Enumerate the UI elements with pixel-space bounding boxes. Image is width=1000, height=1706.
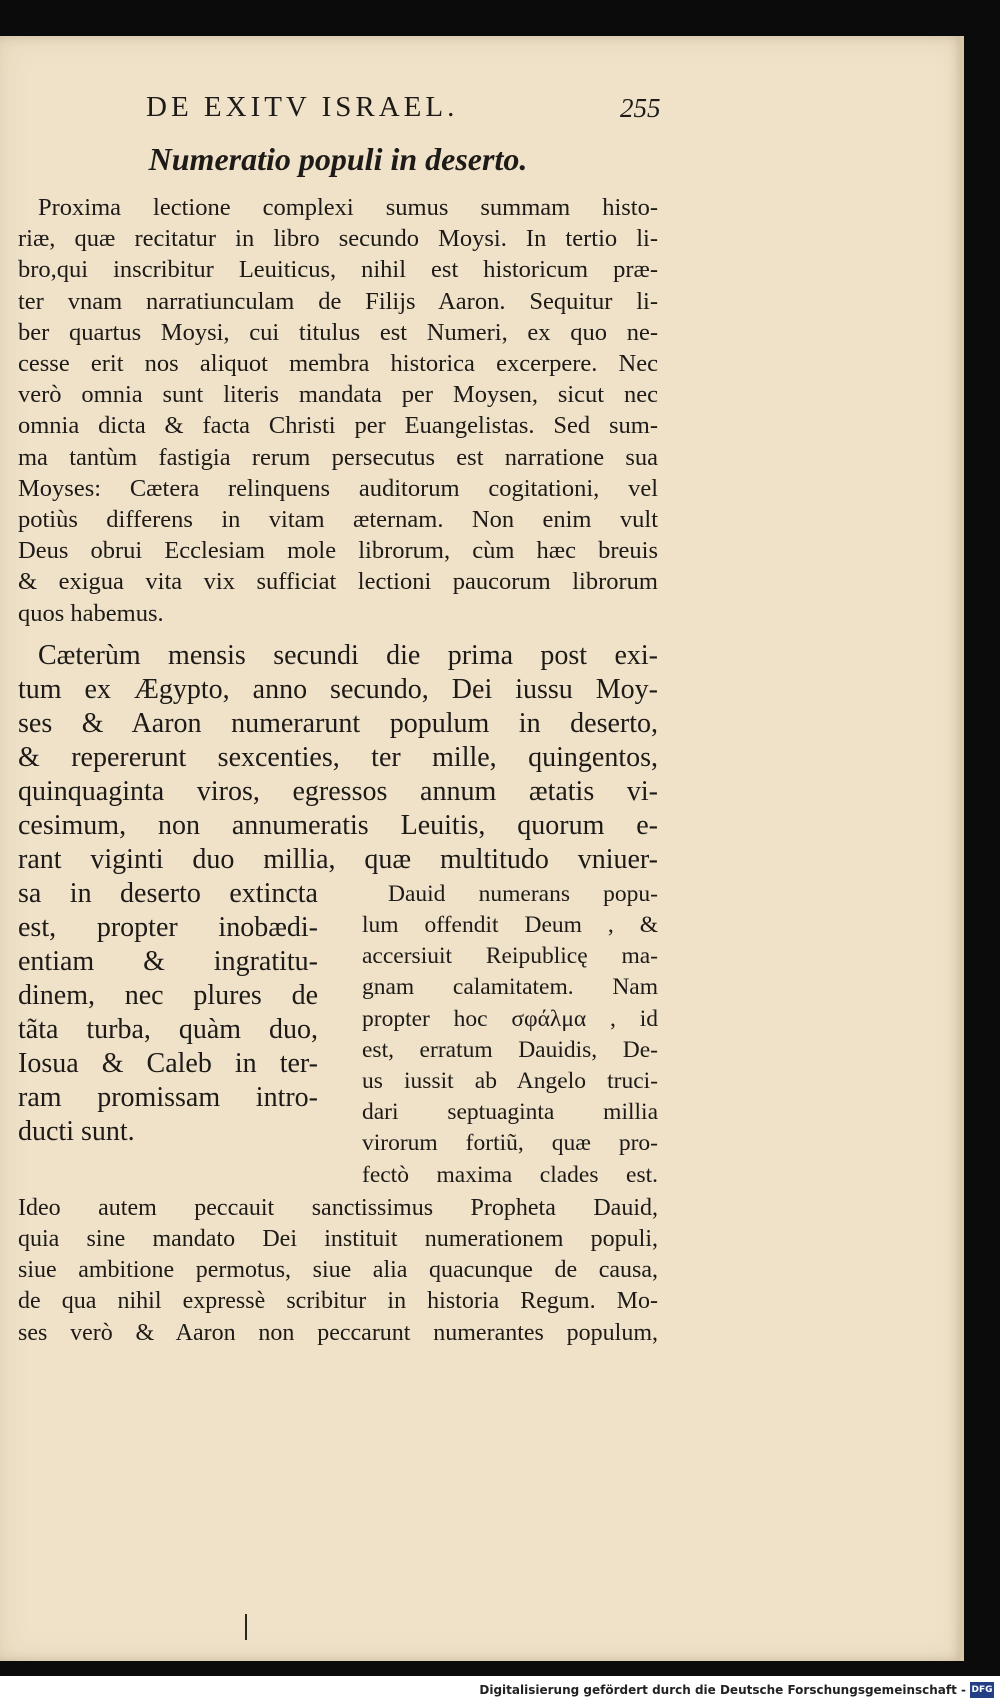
text-line: quos habemus. bbox=[18, 599, 164, 627]
running-title: DE EXITV ISRAEL. bbox=[146, 91, 459, 123]
text-line: est, erratum Dauidis, De- bbox=[362, 1036, 658, 1063]
text-line: Iosua & Caleb in ter- bbox=[18, 1047, 318, 1079]
page-number: 255 bbox=[620, 93, 661, 123]
running-head bbox=[18, 91, 661, 135]
text-line: tãta turba, quàm duo, bbox=[18, 1013, 318, 1045]
text-line: dinem, nec plures de bbox=[18, 979, 318, 1011]
text-line: lum offendit Deum , & bbox=[362, 912, 658, 939]
text-line: entiam & ingratitu- bbox=[18, 945, 318, 977]
text-line: rant viginti duo millia, quæ multitudo vniuer- bbox=[18, 843, 658, 875]
text-line: potiùs differens in vitam æternam. Non enim vult bbox=[18, 506, 658, 534]
text-line: ses verò & Aaron non peccarunt numerantes populum, bbox=[18, 1319, 658, 1346]
text-line: riæ, quæ recitatur in libro secundo Moysi. In tertio li- bbox=[18, 225, 658, 253]
text-line: us iussit ab Angelo truci- bbox=[362, 1068, 658, 1095]
text-line: gnam calamitatem. Nam bbox=[362, 974, 658, 1001]
text-line: propter hoc σφάλμα , id bbox=[362, 1005, 658, 1032]
text-line: Dauid numerans popu- bbox=[388, 880, 658, 907]
two-column-section bbox=[18, 877, 658, 1191]
section-heading: Numeratio populi in deserto. bbox=[148, 141, 528, 177]
text-line: & exigua vita vix sufficiat lectioni paucorum librorum bbox=[18, 568, 658, 596]
text-line: ma tantùm fastigia rerum persecutus est narratione sua bbox=[18, 443, 658, 471]
text-line: est, propter inobædi- bbox=[18, 911, 318, 943]
text-line: tum ex Ægypto, anno secundo, Dei iussu Moy- bbox=[18, 673, 658, 705]
text-line: quia sine mandato Dei instituit numerationem populi, bbox=[18, 1226, 658, 1253]
gutter-mark bbox=[245, 1614, 247, 1640]
footer-bar bbox=[0, 1676, 1000, 1706]
funding-credit: Digitalisierung gefördert durch die Deutsche Forschungsgemeinschaft - bbox=[479, 1683, 966, 1697]
text-line: quinquaginta viros, egressos annum ætatis vi- bbox=[18, 775, 658, 807]
text-line: ducti sunt. bbox=[18, 1115, 135, 1147]
page-edge bbox=[960, 36, 964, 1661]
text-line: Moyses: Cætera relinquens auditorum cogitationi, vel bbox=[18, 474, 658, 502]
inset-note-column bbox=[362, 879, 658, 1191]
text-line: ses & Aaron numerarunt populum in deserto, bbox=[18, 707, 658, 739]
text-line: Deus obrui Ecclesiam mole librorum, cùm hæc breuis bbox=[18, 537, 658, 565]
text-line: ber quartus Moysi, cui titulus est Numeri, ex quo ne- bbox=[18, 318, 658, 346]
text-line: bro,qui inscribitur Leuiticus, nihil est historicum præ- bbox=[18, 256, 658, 284]
text-line: Ideo autem peccauit sanctissimus Propheta Dauid, bbox=[18, 1194, 658, 1221]
main-text-column bbox=[18, 877, 318, 1191]
text-line: Cæterùm mensis secundi die prima post exi- bbox=[38, 639, 658, 671]
text-line: siue ambitione permotus, siue alia quacunque de causa, bbox=[18, 1257, 658, 1284]
dfg-logo-icon: DFG bbox=[970, 1682, 994, 1698]
paragraph-4 bbox=[18, 1193, 658, 1349]
paragraph-2 bbox=[18, 639, 658, 877]
text-line: cesse erit nos aliquot membra historica excerpere. Nec bbox=[18, 350, 658, 378]
text-line: Proxima lectione complexi sumus summam histo- bbox=[38, 194, 658, 221]
text-line: accersiuit Reipublicę ma- bbox=[362, 943, 658, 970]
book-page bbox=[0, 36, 964, 1661]
text-line: ter vnam narratiunculam de Filijs Aaron. Sequitur li- bbox=[18, 287, 658, 315]
text-line: virorum fortiũ, quæ pro- bbox=[362, 1130, 658, 1157]
text-line: omnia dicta & facta Christi per Euangelistas. Sed sum- bbox=[18, 412, 658, 440]
text-line: dari septuaginta millia bbox=[362, 1099, 658, 1126]
text-line: verò omnia sunt literis mandata per Moysen, sicut nec bbox=[18, 381, 658, 409]
paragraph-1 bbox=[18, 192, 658, 629]
text-line: ram promissam intro- bbox=[18, 1081, 318, 1113]
text-line: de qua nihil expressè scribitur in historia Regum. Mo- bbox=[18, 1288, 658, 1315]
text-line: cesimum, non annumeratis Leuitis, quorum e- bbox=[18, 809, 658, 841]
text-line: sa in deserto extincta bbox=[18, 877, 318, 909]
text-line: & repererunt sexcenties, ter mille, quingentos, bbox=[18, 741, 658, 773]
text-line: fectò maxima clades est. bbox=[362, 1161, 658, 1188]
text-block bbox=[18, 91, 661, 1349]
